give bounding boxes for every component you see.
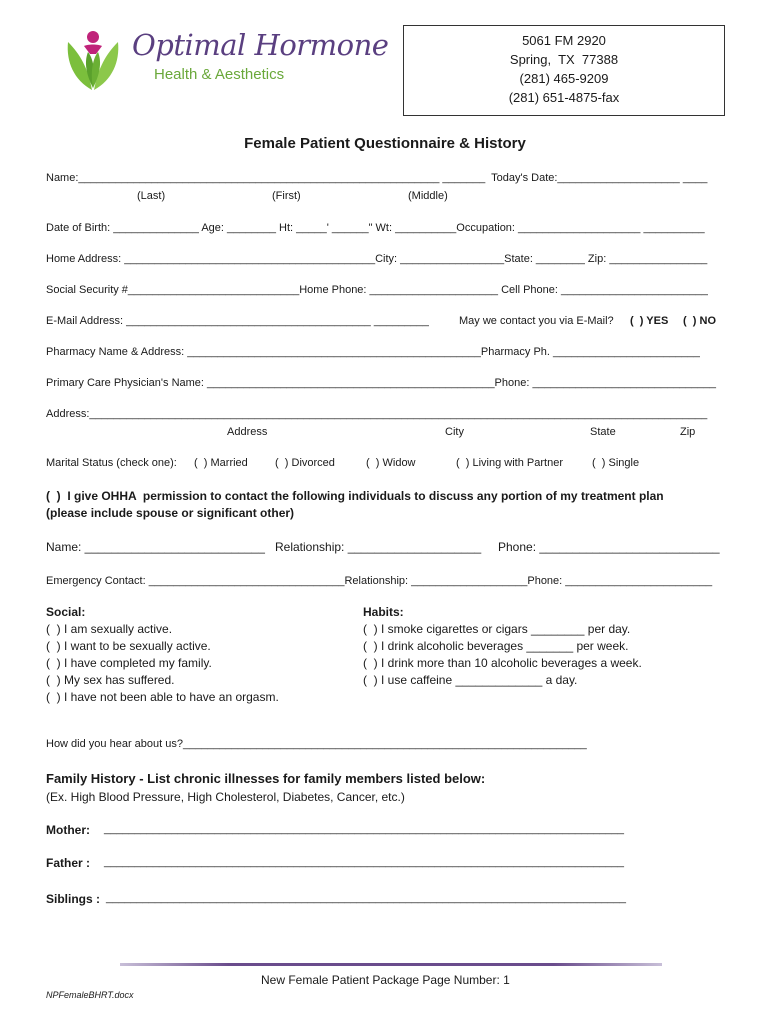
social-item-checkbox[interactable]: ( ) I have completed my family. — [46, 656, 212, 670]
referral-source-field[interactable]: How did you hear about us?__________________________________________________________________ — [46, 738, 587, 750]
habits-item-checkbox[interactable]: ( ) I drink more than 10 alcoholic beverages a week. — [363, 656, 642, 670]
dob-age-height-weight-occupation-field[interactable]: Date of Birth: ______________ Age: ________ Ht: _____' ______" Wt: __________Occupation: ____________________ __________ — [46, 222, 705, 234]
name-first-label: (First) — [272, 190, 301, 202]
siblings-history-field[interactable]: _____________________________________________________________________________________ — [106, 892, 627, 904]
address-line: Spring, TX 77388 — [509, 52, 619, 67]
addr-label-city: City — [445, 426, 464, 438]
marital-divorced-checkbox[interactable]: ( ) Divorced — [275, 457, 335, 469]
father-label: Father : — [46, 856, 91, 870]
father-history-field[interactable]: _____________________________________________________________________________________ — [104, 856, 625, 868]
pcp-address-field[interactable]: Address:_____________________________________________________________________________________________________ — [46, 408, 708, 420]
footer-page-label: New Female Patient Package Page Number: 1 — [261, 973, 510, 987]
fax-line: (281) 651-4875-fax — [508, 90, 620, 105]
social-item-checkbox[interactable]: ( ) I am sexually active. — [46, 622, 173, 636]
email-contact-question: May we contact you via E-Mail? — [459, 315, 614, 327]
marital-single-checkbox[interactable]: ( ) Single — [592, 457, 640, 469]
addr-label-address: Address — [227, 426, 268, 438]
marital-married-checkbox[interactable]: ( ) Married — [194, 457, 248, 469]
contact-phone-field[interactable]: Phone: ___________________________ — [498, 540, 720, 554]
emergency-contact-field[interactable]: Emergency Contact: ________________________________Relationship: ___________________Phone: ________________________ — [46, 575, 713, 587]
family-history-example: (Ex. High Blood Pressure, High Cholesterol, Diabetes, Cancer, etc.) — [46, 790, 405, 804]
social-item-checkbox[interactable]: ( ) My sex has suffered. — [46, 673, 175, 687]
addr-label-state: State — [590, 426, 616, 438]
marital-partner-checkbox[interactable]: ( ) Living with Partner — [456, 457, 563, 469]
name-middle-label: (Middle) — [408, 190, 448, 202]
permission-note: (please include spouse or significant other) — [46, 506, 295, 520]
contact-name-field[interactable]: Name: ___________________________ — [46, 540, 265, 554]
home-address-field[interactable]: Home Address: _________________________________________City: _________________State: ________ Zip: ________________ — [46, 253, 708, 265]
habits-item-checkbox[interactable]: ( ) I use caffeine _____________ a day. — [363, 673, 578, 687]
ssn-phone-field[interactable]: Social Security #____________________________Home Phone: _____________________ Cell Phone: ________________________ — [46, 284, 708, 296]
mother-label: Mother: — [46, 823, 90, 837]
siblings-label: Siblings : — [46, 892, 100, 906]
address-line: 5061 FM 2920 — [522, 33, 606, 48]
footer-divider — [120, 963, 662, 966]
social-item-checkbox[interactable]: ( ) I want to be sexually active. — [46, 639, 211, 653]
pharmacy-field[interactable]: Pharmacy Name & Address: ________________________________________________Pharmacy Ph. ________________________ — [46, 346, 700, 358]
permission-checkbox[interactable]: ( ) I give OHHA permission to contact the following individuals to discuss any portion of my treatment plan — [46, 489, 664, 503]
logo-title: Optimal Hormone — [132, 28, 389, 62]
social-item-checkbox[interactable]: ( ) I have not been able to have an orgasm. — [46, 690, 279, 704]
email-field[interactable]: E-Mail Address: ________________________________________ _________ — [46, 315, 429, 327]
habits-item-checkbox[interactable]: ( ) I drink alcoholic beverages _______ per week. — [363, 639, 629, 653]
email-no-checkbox[interactable]: ( ) NO — [683, 315, 716, 327]
name-last-label: (Last) — [137, 190, 166, 202]
marital-widow-checkbox[interactable]: ( ) Widow — [366, 457, 416, 469]
clinic-address-box — [403, 25, 725, 116]
footer-filename: NPFemaleBHRT.docx — [46, 990, 134, 1000]
habits-item-checkbox[interactable]: ( ) I smoke cigarettes or cigars ________ per day. — [363, 622, 631, 636]
family-history-heading: Family History - List chronic illnesses for family members listed below: — [46, 771, 486, 786]
mother-history-field[interactable]: _____________________________________________________________________________________ — [104, 823, 625, 835]
form-title: Female Patient Questionnaire & History — [244, 135, 526, 152]
email-yes-checkbox[interactable]: ( ) YES — [630, 315, 669, 327]
addr-label-zip: Zip — [680, 426, 696, 438]
marital-status-label: Marital Status (check one): — [46, 457, 177, 469]
logo-subtitle: Health & Aesthetics — [154, 66, 285, 83]
social-heading: Social: — [46, 605, 86, 619]
pcp-field[interactable]: Primary Care Physician's Name: _______________________________________________Phone: ______________________________ — [46, 377, 717, 389]
phone-line: (281) 465-9209 — [519, 71, 609, 86]
name-field[interactable]: Name:___________________________________________________________ _______ Today's Date:____________________ ____ — [46, 172, 708, 184]
contact-relationship-field[interactable]: Relationship: ____________________ — [275, 540, 482, 554]
company-logo — [62, 28, 389, 94]
habits-heading: Habits: — [363, 605, 404, 619]
